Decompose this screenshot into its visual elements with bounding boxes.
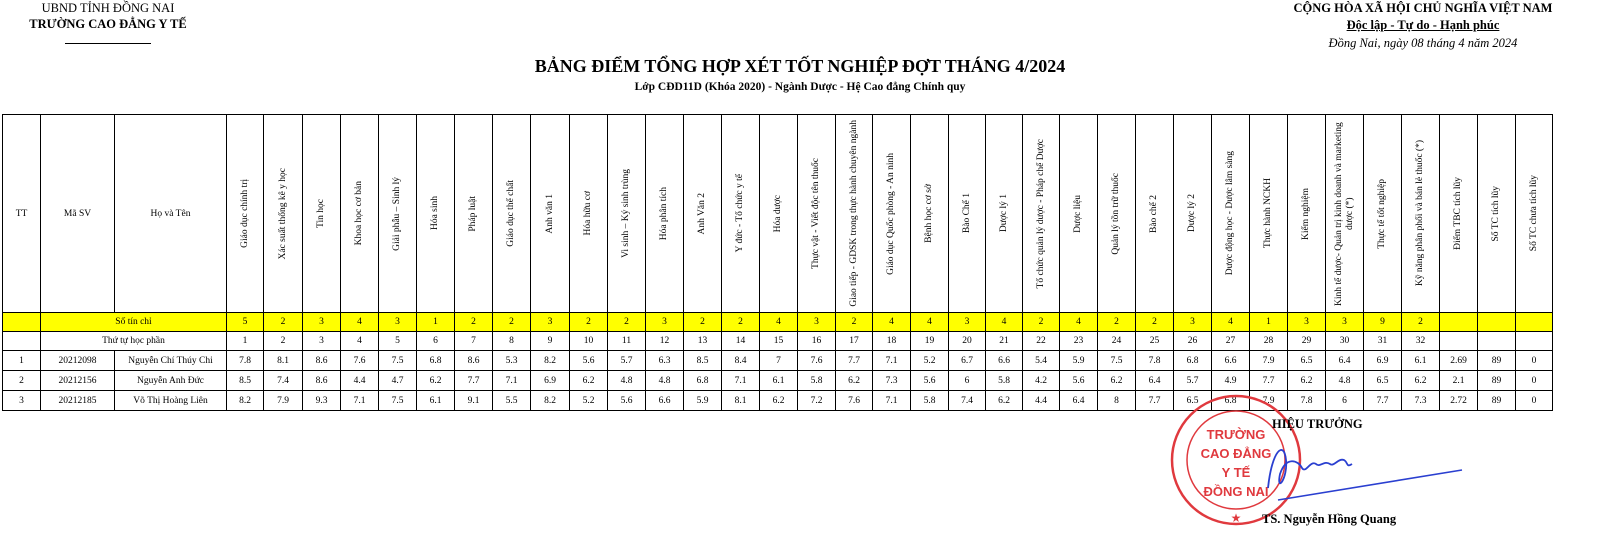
col-header-subject: [1098, 115, 1136, 313]
col-header-subject: [303, 115, 341, 313]
order-cell: 2: [264, 332, 303, 351]
student-credits: 89: [1478, 351, 1516, 371]
student-id: 20212098: [41, 351, 115, 371]
document-title: BẢNG ĐIỂM TỔNG HỢP XÉT TỐT NGHIỆP ĐỢT THÁNG 4/2024: [534, 56, 1066, 76]
score-cell: 6.3: [646, 351, 684, 371]
credit-cell: 4: [341, 313, 379, 332]
credit-cell: 3: [1288, 313, 1326, 332]
credit-cell: 2: [1023, 313, 1060, 332]
score-cell: 6.5: [1364, 371, 1402, 391]
order-cell: 20: [949, 332, 986, 351]
order-row: [3, 332, 1553, 351]
credit-cell-blank: [1478, 313, 1516, 332]
col-header-subject-label: Pháp luật: [468, 195, 478, 232]
col-header-subject: [341, 115, 379, 313]
student-id: 20212185: [41, 391, 115, 411]
credit-cell: 2: [836, 313, 873, 332]
credit-cell: 3: [303, 313, 341, 332]
score-cell: 4.8: [1326, 371, 1364, 391]
col-header-subject: [1288, 115, 1326, 313]
score-cell: 8: [1098, 391, 1136, 411]
score-cell: 5.2: [911, 351, 949, 371]
score-cell: 7.8: [1288, 391, 1326, 411]
credit-cell-blank: [1440, 313, 1478, 332]
score-cell: 6.1: [760, 371, 798, 391]
order-cell: 5: [379, 332, 417, 351]
handwritten-signature: [1250, 430, 1470, 510]
col-header-subject: [379, 115, 417, 313]
order-label: Thứ tự học phần: [41, 332, 227, 351]
col-header-subject: [836, 115, 873, 313]
score-cell: 9.1: [455, 391, 493, 411]
student-tt: 1: [3, 351, 41, 371]
student-name: Nguyễn Anh Đức: [115, 371, 227, 391]
score-cell: 8.2: [531, 391, 570, 411]
score-cell: 7.5: [379, 351, 417, 371]
national-header: [1288, 0, 1558, 52]
score-cell: 5.7: [608, 351, 646, 371]
credit-cell: 4: [1060, 313, 1098, 332]
score-cell: 6.2: [417, 371, 455, 391]
signer-role: HIỆU TRƯỞNG: [1272, 417, 1363, 431]
score-cell: 5.8: [986, 371, 1023, 391]
order-cell: 8: [493, 332, 531, 351]
score-cell: 7.7: [1250, 371, 1288, 391]
col-header-subject: [1402, 115, 1440, 313]
score-cell: 6.5: [1174, 391, 1212, 411]
col-header-subject-label: Thực hành NCKH: [1263, 178, 1273, 249]
score-cell: 6.6: [646, 391, 684, 411]
student-id: 20212156: [41, 371, 115, 391]
score-cell: 6.8: [684, 371, 722, 391]
order-cell: 27: [1212, 332, 1250, 351]
col-header-subject: [1060, 115, 1098, 313]
col-header-subject-label: Hóa hữu cơ: [583, 191, 593, 236]
document-subtitle: Lớp CĐD11D (Khóa 2020) - Ngành Dược - Hệ Cao đẳng Chính quy: [634, 81, 966, 93]
order-cell: 4: [341, 332, 379, 351]
score-cell: 6.8: [417, 351, 455, 371]
score-cell: 5.6: [911, 371, 949, 391]
credit-cell: 5: [227, 313, 264, 332]
score-cell: 7.3: [873, 371, 911, 391]
col-header-subject: [1174, 115, 1212, 313]
score-cell: 6.4: [1326, 351, 1364, 371]
col-header-tt: TT: [3, 115, 41, 313]
score-cell: 6.2: [760, 391, 798, 411]
order-cell: 25: [1136, 332, 1174, 351]
score-cell: 7.1: [493, 371, 531, 391]
credit-cell-blank: [1516, 313, 1553, 332]
score-cell: 6.2: [986, 391, 1023, 411]
credit-cell: 4: [873, 313, 911, 332]
score-cell: 6.5: [1288, 351, 1326, 371]
student-gpa: 2.69: [1440, 351, 1478, 371]
score-cell: 5.8: [911, 391, 949, 411]
col-header-subject: [1250, 115, 1288, 313]
student-tt: 2: [3, 371, 41, 391]
credit-cell: 2: [722, 313, 760, 332]
col-header-subject: [798, 115, 836, 313]
col-header-subject-label: Bào chế 2: [1149, 194, 1159, 233]
order-cell: 3: [303, 332, 341, 351]
score-cell: 6.2: [1402, 371, 1440, 391]
col-header-subject: [1364, 115, 1402, 313]
col-header-subject: [1212, 115, 1250, 313]
credit-cell: 4: [1212, 313, 1250, 332]
col-header-subject-label: Giáo dục thể chất: [506, 180, 516, 247]
score-cell: 8.4: [722, 351, 760, 371]
credit-cell: 2: [684, 313, 722, 332]
order-cell: 7: [455, 332, 493, 351]
score-cell: 5.3: [493, 351, 531, 371]
score-cell: 6.6: [986, 351, 1023, 371]
seal-text-3: Y TẾ: [1221, 465, 1251, 480]
col-header-subject-label: Giao tiếp - GDSK trong thực hành chuyên ngành: [848, 120, 859, 307]
score-cell: 7.3: [1402, 391, 1440, 411]
col-header-subject-label: Vi sinh – Ký sinh trùng: [621, 169, 631, 258]
score-cell: 7.9: [1250, 351, 1288, 371]
credit-cell: 3: [531, 313, 570, 332]
order-cell: 13: [684, 332, 722, 351]
order-cell: 14: [722, 332, 760, 351]
score-cell: 5.8: [798, 371, 836, 391]
credit-cell: 9: [1364, 313, 1402, 332]
score-cell: 8.2: [531, 351, 570, 371]
score-cell: 7.1: [722, 371, 760, 391]
col-header-subject: [531, 115, 570, 313]
col-header-subject-label: Tin học: [316, 199, 326, 228]
score-cell: 7.9: [264, 391, 303, 411]
col-header-subject: [1326, 115, 1364, 313]
score-cell: 7.1: [341, 391, 379, 411]
credit-cell: 1: [417, 313, 455, 332]
score-cell: 4.8: [646, 371, 684, 391]
order-cell: 32: [1402, 332, 1440, 351]
col-header-subject: [986, 115, 1023, 313]
score-cell: 5.6: [570, 351, 608, 371]
credit-cell: 4: [911, 313, 949, 332]
score-cell: 7.5: [1098, 351, 1136, 371]
order-cell: 22: [1023, 332, 1060, 351]
score-cell: 5.7: [1174, 371, 1212, 391]
score-cell: 8.5: [227, 371, 264, 391]
score-cell: 7.6: [341, 351, 379, 371]
credit-cell: 4: [760, 313, 798, 332]
order-cell: 26: [1174, 332, 1212, 351]
score-cell: 5.4: [1023, 351, 1060, 371]
col-header-subject: [1023, 115, 1060, 313]
score-cell: 8.5: [684, 351, 722, 371]
order-cell: 28: [1250, 332, 1288, 351]
score-cell: 7.7: [455, 371, 493, 391]
score-cell: 8.6: [303, 351, 341, 371]
score-cell: 5.2: [570, 391, 608, 411]
col-header-subject: [646, 115, 684, 313]
score-cell: 4.9: [1212, 371, 1250, 391]
credit-cell: 2: [493, 313, 531, 332]
student-credits: 89: [1478, 371, 1516, 391]
issuer-province: UBND TỈNH ĐỒNG NAI: [41, 1, 175, 15]
seal-text-1: TRƯỜNG: [1206, 427, 1266, 442]
seal-text-2: CAO ĐẲNG: [1200, 446, 1272, 461]
score-cell: 4.7: [379, 371, 417, 391]
seal-text-4: ĐỒNG NAI: [1203, 484, 1269, 499]
seal-star-icon: ★: [1230, 511, 1242, 525]
student-tt: 3: [3, 391, 41, 411]
score-cell: 6.8: [1212, 391, 1250, 411]
col-header-subject-label: Hóa sinh: [430, 196, 440, 231]
col-header-subject-label: Bệnh học cơ sở: [924, 184, 934, 243]
order-cell: 23: [1060, 332, 1098, 351]
score-cell: 7.7: [836, 351, 873, 371]
score-cell: 6.2: [570, 371, 608, 391]
issuer-underline: [65, 43, 151, 44]
score-cell: 6.4: [1060, 391, 1098, 411]
order-cell: 9: [531, 332, 570, 351]
score-cell: 7: [760, 351, 798, 371]
order-cell-blank: [1516, 332, 1553, 351]
credit-cell: 2: [608, 313, 646, 332]
issuer-school: TRƯỜNG CAO ĐẲNG Y TẾ: [29, 17, 187, 31]
order-cell: 12: [646, 332, 684, 351]
score-cell: 7.6: [798, 351, 836, 371]
score-cell: 6.1: [1402, 351, 1440, 371]
col-header-subject-label: Khoa học cơ bản: [354, 181, 364, 246]
credit-cell: 3: [1174, 313, 1212, 332]
student-missing-credits: 0: [1516, 351, 1553, 371]
score-cell: 6: [949, 371, 986, 391]
score-cell: 9.3: [303, 391, 341, 411]
col-header-name: Họ và Tên: [115, 115, 227, 313]
col-header-subject: [911, 115, 949, 313]
col-header-subject-label: Kỹ năng phân phối và bán lẻ thuốc (*): [1415, 140, 1425, 287]
order-cell: 17: [836, 332, 873, 351]
issuer-block: [18, 0, 198, 48]
col-header-subject-label: Quản lý tồn trữ thuốc: [1111, 172, 1121, 255]
score-cell: 7.4: [264, 371, 303, 391]
col-header-subject-label: Kinh tế dược- Quản trị kinh doanh và marketing dược (*): [1333, 121, 1355, 306]
score-cell: 6.1: [417, 391, 455, 411]
credit-cell: 3: [1326, 313, 1364, 332]
student-gpa: 2.72: [1440, 391, 1478, 411]
col-header-subject-label: Y đức - Tổ chức y tế: [735, 174, 745, 253]
score-cell: 6.9: [531, 371, 570, 391]
col-header-subject-label: Thực tế tốt nghiệp: [1377, 178, 1387, 249]
order-cell: 10: [570, 332, 608, 351]
col-header-subject-label: Giải phẫu – Sinh lý: [392, 176, 402, 251]
order-cell: 30: [1326, 332, 1364, 351]
header-row: [3, 115, 1553, 313]
col-header-subject: [455, 115, 493, 313]
col-header-subject: [1136, 115, 1174, 313]
col-header-subject-label: Tổ chức quản lý dược - Pháp chế Dược: [1035, 138, 1046, 289]
credit-cell: 3: [949, 313, 986, 332]
score-cell: 6.2: [1288, 371, 1326, 391]
score-cell: 7.5: [379, 391, 417, 411]
col-header-subject: [570, 115, 608, 313]
credit-cell: 2: [1136, 313, 1174, 332]
credit-cell: 4: [986, 313, 1023, 332]
table-row: [3, 351, 1553, 371]
col-header-subject: [417, 115, 455, 313]
col-header-subject-label: Dược lý 1: [998, 194, 1009, 233]
grade-table: [2, 114, 1553, 411]
score-cell: 7.6: [836, 391, 873, 411]
col-header-subject-label: Hóa phân tích: [659, 186, 669, 241]
score-cell: 6.6: [1212, 351, 1250, 371]
table-row: [3, 371, 1553, 391]
score-cell: 7.7: [1136, 391, 1174, 411]
score-cell: 8.1: [722, 391, 760, 411]
nation-name: CỘNG HÒA XÃ HỘI CHỦ NGHĨA VIỆT NAM: [1293, 1, 1553, 15]
col-header-subject: [722, 115, 760, 313]
score-cell: 6: [1326, 391, 1364, 411]
col-header-subject-label: Giáo dục chính trị: [239, 179, 250, 248]
score-cell: 7.2: [798, 391, 836, 411]
col-header-summary-label: Số TC chưa tích lũy: [1528, 175, 1539, 252]
order-cell-blank: [1440, 332, 1478, 351]
col-header-subject: [608, 115, 646, 313]
score-cell: 7.1: [873, 391, 911, 411]
score-cell: 5.6: [1060, 371, 1098, 391]
score-cell: 5.9: [684, 391, 722, 411]
credits-row: [3, 313, 1553, 332]
credits-blank-tt: [3, 313, 41, 332]
col-header-subject: [684, 115, 722, 313]
score-cell: 8.6: [303, 371, 341, 391]
score-cell: 8.1: [264, 351, 303, 371]
col-header-summary: [1478, 115, 1516, 313]
col-header-subject-label: Thực vật - Viết độc tên thuốc: [811, 158, 821, 269]
score-cell: 5.6: [608, 391, 646, 411]
score-cell: 4.2: [1023, 371, 1060, 391]
score-cell: 6.2: [1098, 371, 1136, 391]
student-name: Võ Thị Hoàng Liên: [115, 391, 227, 411]
score-cell: 5.5: [493, 391, 531, 411]
col-header-subject: [873, 115, 911, 313]
order-cell: 29: [1288, 332, 1326, 351]
score-cell: 8.6: [455, 351, 493, 371]
score-cell: 6.8: [1174, 351, 1212, 371]
document-date: Đồng Nai, ngày 08 tháng 4 năm 2024: [1328, 36, 1518, 50]
order-cell: 18: [873, 332, 911, 351]
score-cell: 4.4: [1023, 391, 1060, 411]
credit-cell: 2: [570, 313, 608, 332]
order-cell: 1: [227, 332, 264, 351]
score-cell: 6.7: [949, 351, 986, 371]
col-header-subject: [760, 115, 798, 313]
credit-cell: 3: [798, 313, 836, 332]
col-header-subject-label: Giáo dục Quốc phòng - An ninh: [886, 152, 896, 275]
order-cell: 21: [986, 332, 1023, 351]
score-cell: 5.9: [1060, 351, 1098, 371]
national-motto: Độc lập - Tự do - Hạnh phúc: [1346, 18, 1500, 32]
score-cell: 4.4: [341, 371, 379, 391]
order-cell: 6: [417, 332, 455, 351]
score-cell: 7.8: [227, 351, 264, 371]
score-cell: 7.7: [1364, 391, 1402, 411]
col-header-summary: [1516, 115, 1553, 313]
col-header-subject: [493, 115, 531, 313]
col-header-subject: [264, 115, 303, 313]
student-gpa: 2.1: [1440, 371, 1478, 391]
col-header-subject-label: Xác suất thống kê y học: [277, 167, 288, 260]
score-cell: 4.8: [608, 371, 646, 391]
credits-label: Số tín chỉ: [41, 313, 227, 332]
score-cell: 8.2: [227, 391, 264, 411]
score-cell: 7.9: [1250, 391, 1288, 411]
student-missing-credits: 0: [1516, 391, 1553, 411]
score-cell: 6.4: [1136, 371, 1174, 391]
order-cell-blank: [1478, 332, 1516, 351]
col-header-masv: Mã SV: [41, 115, 115, 313]
signer-name: TS. Nguyễn Hồng Quang: [1262, 512, 1397, 526]
col-header-subject-label: Kiểm nghiệm: [1301, 187, 1311, 240]
score-cell: 7.4: [949, 391, 986, 411]
student-credits: 89: [1478, 391, 1516, 411]
student-missing-credits: 0: [1516, 371, 1553, 391]
credit-cell: 2: [264, 313, 303, 332]
order-cell: 16: [798, 332, 836, 351]
col-header-summary-label: Điểm TBC tích lũy: [1453, 177, 1463, 250]
credit-cell: 3: [379, 313, 417, 332]
col-header-subject: [949, 115, 986, 313]
table-row: [3, 391, 1553, 411]
col-header-subject-label: Anh Văn 2: [697, 192, 707, 235]
credit-cell: 2: [1402, 313, 1440, 332]
col-header-subject: [227, 115, 264, 313]
credit-cell: 1: [1250, 313, 1288, 332]
order-blank-tt: [3, 332, 41, 351]
order-cell: 15: [760, 332, 798, 351]
credit-cell: 2: [455, 313, 493, 332]
col-header-subject-label: Bào Chế 1: [961, 193, 972, 234]
col-header-subject-label: Dược lý 2: [1187, 194, 1197, 233]
credit-cell: 2: [1098, 313, 1136, 332]
col-header-summary-label: Số TC tích lũy: [1491, 185, 1501, 242]
order-cell: 11: [608, 332, 646, 351]
col-header-subject-label: Hóa dược: [773, 194, 783, 233]
col-header-summary: [1440, 115, 1478, 313]
score-cell: 6.9: [1364, 351, 1402, 371]
score-cell: 7.8: [1136, 351, 1174, 371]
col-header-subject-label: Dược liệu: [1073, 194, 1083, 233]
order-cell: 24: [1098, 332, 1136, 351]
order-cell: 19: [911, 332, 949, 351]
credit-cell: 3: [646, 313, 684, 332]
col-header-subject-label: Anh văn 1: [544, 193, 555, 234]
score-cell: 7.1: [873, 351, 911, 371]
order-cell: 31: [1364, 332, 1402, 351]
score-cell: 6.2: [836, 371, 873, 391]
col-header-subject-label: Dược động học - Dược lâm sàng: [1225, 151, 1235, 276]
student-name: Nguyễn Chí Thúy Chi: [115, 351, 227, 371]
